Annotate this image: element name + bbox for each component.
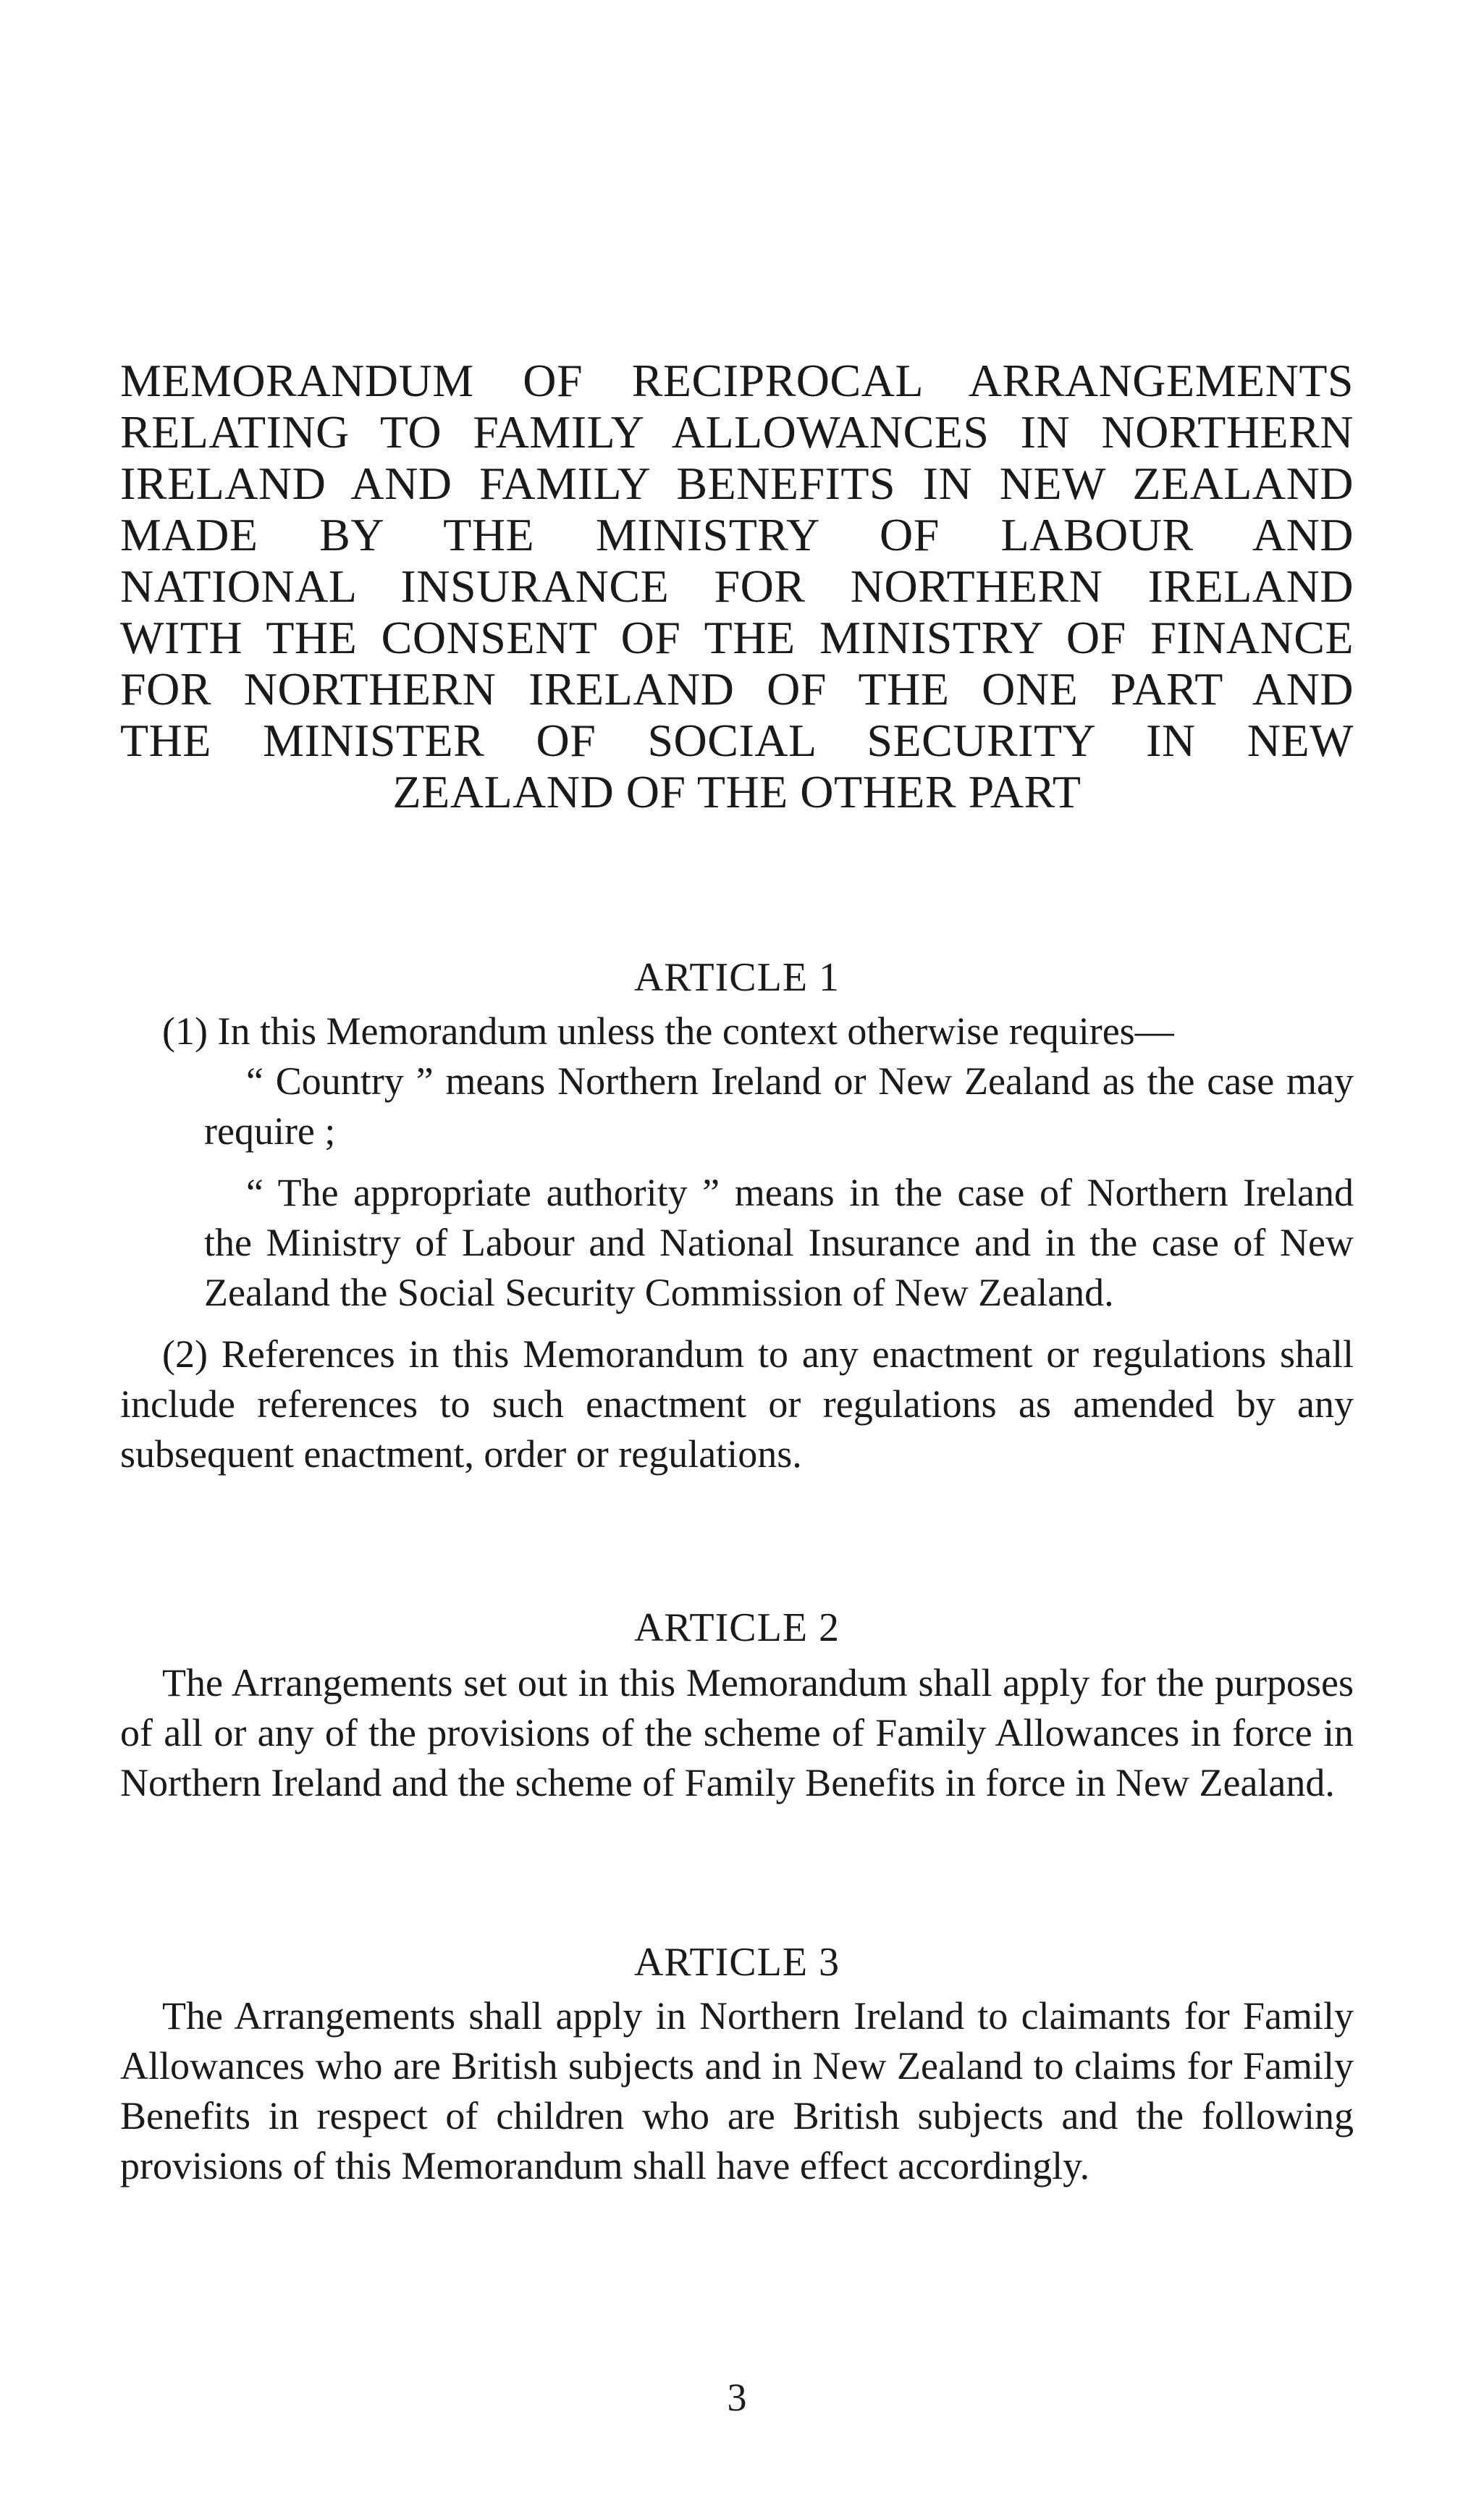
title-line: FOR NORTHERN IRELAND OF THE ONE PART AND bbox=[120, 663, 1354, 715]
title-line: WITH THE CONSENT OF THE MINISTRY OF FINANCE bbox=[120, 612, 1354, 663]
article-1-heading: ARTICLE 1 bbox=[633, 955, 840, 1000]
page-number: 3 bbox=[727, 2376, 747, 2419]
article-2-body bbox=[120, 1658, 1354, 1808]
article-3-heading: ARTICLE 3 bbox=[633, 1940, 840, 1985]
article-2-text: The Arrangements set out in this Memorandum shall apply for the purposes of all or any of the provisions of the scheme of Family Allowances in force in Northern Ireland and the scheme of Family Benefits in force in New Zealand. bbox=[120, 1661, 1354, 1804]
article-1-body bbox=[120, 1006, 1354, 1479]
title-line: THE MINISTER OF SOCIAL SECURITY IN NEW bbox=[120, 715, 1354, 766]
article-3-text: The Arrangements shall apply in Northern Ireland to claimants for Family Allowances who are British subjects and in New Zealand to claims for Family Benefits in respect of children who are British subjects and the following provisions of this Memorandum shall have effect accordingly. bbox=[120, 1994, 1354, 2187]
definition-appropriate-authority: “ The appropriate authority ” means in the case of Northern Ireland the Ministry of Labour and National Insurance and in the case of New Zealand the Social Security Commission of New Zealand. bbox=[204, 1171, 1354, 1314]
title-line: NATIONAL INSURANCE FOR NORTHERN IRELAND bbox=[120, 560, 1354, 612]
memorandum-title bbox=[120, 355, 1354, 817]
title-line: MADE BY THE MINISTRY OF LABOUR AND bbox=[120, 509, 1354, 560]
article-3-body bbox=[120, 1991, 1354, 2191]
title-line: MEMORANDUM OF RECIPROCAL ARRANGEMENTS bbox=[120, 355, 1354, 406]
article-2-heading: ARTICLE 2 bbox=[633, 1605, 840, 1650]
definition-country: “ Country ” means Northern Ireland or New Zealand as the case may require ; bbox=[204, 1059, 1354, 1153]
article-1-para-1: (1) In this Memorandum unless the context otherwise requires— bbox=[162, 1009, 1174, 1053]
title-line: ZEALAND OF THE OTHER PART bbox=[392, 766, 1082, 817]
title-line: RELATING TO FAMILY ALLOWANCES IN NORTHERN bbox=[120, 406, 1354, 458]
title-line: IRELAND AND FAMILY BENEFITS IN NEW ZEALAND bbox=[120, 458, 1354, 509]
article-1-para-2: (2) References in this Memorandum to any enactment or regulations shall include references to such enactment or regulations as amended by any subsequent enactment, order or regulations. bbox=[120, 1332, 1354, 1476]
